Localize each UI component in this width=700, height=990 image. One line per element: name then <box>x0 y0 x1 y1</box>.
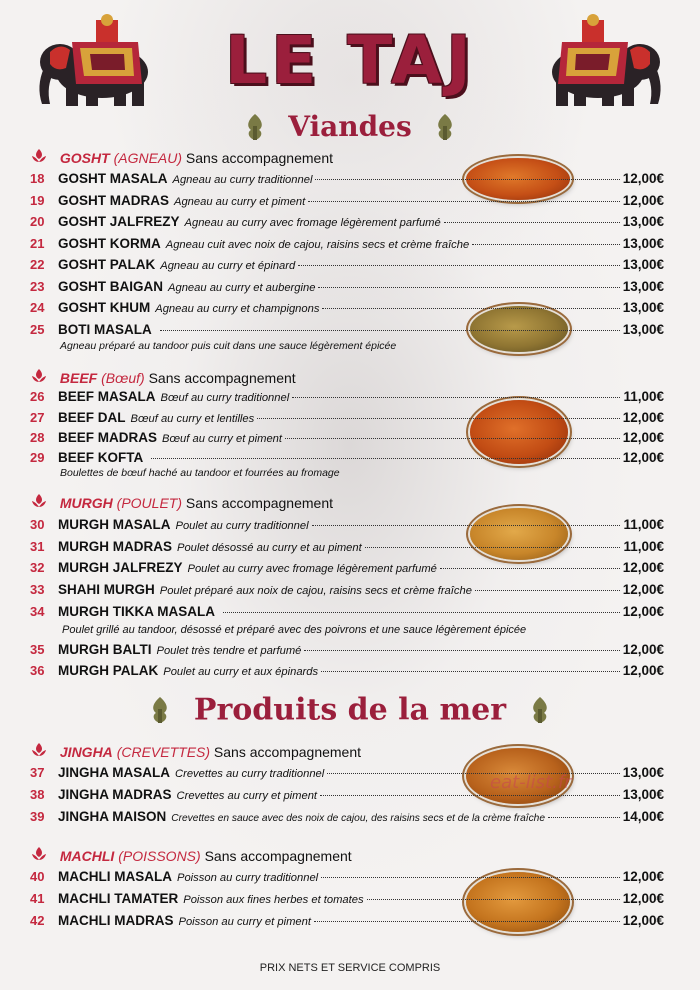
item-description: Agneau préparé au tandoor puis cuit dans une sauce légèrement épicée <box>60 340 397 352</box>
menu-item: 31 MURGH MADRAS Poulet désossé au curry et au piment 11,00€ <box>30 539 664 554</box>
menu-item: 25 BOTI MASALA 13,00€ <box>30 322 664 337</box>
menu-item: 33 SHAHI MURGH Poulet préparé aux noix de cajou, raisins secs et crème fraîche 12,00€ <box>30 582 664 597</box>
menu-item: 35 MURGH BALTI Poulet très tendre et parfumé 12,00€ <box>30 642 664 657</box>
item-description: Poulet grillé au tandoor, désossé et préparé avec des poivrons et une sauce légèrement épicée <box>62 624 527 636</box>
menu-item: 30 MURGH MASALA Poulet au curry traditionnel 11,00€ <box>30 517 664 532</box>
menu-item: 39 JINGHA MAISON Crevettes en sauce avec des noix de cajou, des raisins secs et de la crème fraîche 14,00€ <box>30 809 664 824</box>
menu-item: 18 GOSHT MASALA Agneau au curry traditionnel 12,00€ <box>30 171 664 186</box>
item-description: Boulettes de bœuf haché au tandoor et fourrées au fromage <box>60 467 340 479</box>
menu-item: 38 JINGHA MADRAS Crevettes au curry et piment 13,00€ <box>30 787 664 802</box>
category-heading: GOSHT (AGNEAU) Sans accompagnement <box>30 148 333 166</box>
flower-icon <box>30 742 48 760</box>
flower-icon <box>30 148 48 166</box>
menu-item: 42 MACHLI MADRAS Poisson au curry et piment 12,00€ <box>30 913 664 928</box>
menu-item: 23 GOSHT BAIGAN Agneau au curry et aubergine 13,00€ <box>30 279 664 294</box>
section-title-produits-de-la-mer: Produits de la mer <box>0 691 700 728</box>
category-heading: MURGH (POULET) Sans accompagnement <box>30 493 333 511</box>
menu-item: 20 GOSHT JALFREZY Agneau au curry avec fromage légèrement parfumé 13,00€ <box>30 214 664 229</box>
menu-item: 37 JINGHA MASALA Crevettes au curry traditionnel 13,00€ <box>30 765 664 780</box>
menu-item: 36 MURGH PALAK Poulet au curry et aux épinards 12,00€ <box>30 663 664 678</box>
menu-item: 41 MACHLI TAMATER Poisson aux fines herbes et tomates 12,00€ <box>30 891 664 906</box>
ornament-icon <box>527 695 553 725</box>
category-heading: JINGHA (CREVETTES) Sans accompagnement <box>30 742 361 760</box>
ornament-icon <box>242 112 268 142</box>
menu-item: 32 MURGH JALFREZY Poulet au curry avec fromage légèrement parfumé 12,00€ <box>30 560 664 575</box>
menu-item: 28 BEEF MADRAS Bœuf au curry et piment 12,00€ <box>30 430 664 445</box>
menu-item: 29 BEEF KOFTA 12,00€ <box>30 450 664 465</box>
flower-icon <box>30 368 48 386</box>
menu-item: 24 GOSHT KHUM Agneau au curry et champignons 13,00€ <box>30 300 664 315</box>
flower-icon <box>30 493 48 511</box>
menu-item: 27 BEEF DAL Bœuf au curry et lentilles 12,00€ <box>30 410 664 425</box>
footer-note: PRIX NETS ET SERVICE COMPRIS <box>259 962 441 974</box>
menu-item: 40 MACHLI MASALA Poisson au curry traditionnel 12,00€ <box>30 869 664 884</box>
ornament-icon <box>432 112 458 142</box>
menu-item: 22 GOSHT PALAK Agneau au curry et épinard 13,00€ <box>30 257 664 272</box>
flower-icon <box>30 846 48 864</box>
restaurant-logo: LE TAJ <box>225 22 475 99</box>
menu-item: 34 MURGH TIKKA MASALA 12,00€ <box>30 604 664 619</box>
category-heading: MACHLI (POISSONS) Sans accompagnement <box>30 846 352 864</box>
menu-item: 21 GOSHT KORMA Agneau cuit avec noix de cajou, raisins secs et crème fraîche 13,00€ <box>30 236 664 251</box>
menu-item: 26 BEEF MASALA Bœuf au curry traditionnel 11,00€ <box>30 389 664 404</box>
category-heading: BEEF (Bœuf) Sans accompagnement <box>30 368 296 386</box>
ornament-icon <box>147 695 173 725</box>
watermark: eat-list.fr <box>490 772 572 793</box>
menu-item: 19 GOSHT MADRAS Agneau au curry et piment 12,00€ <box>30 193 664 208</box>
section-title-viandes: Viandes <box>0 108 700 143</box>
